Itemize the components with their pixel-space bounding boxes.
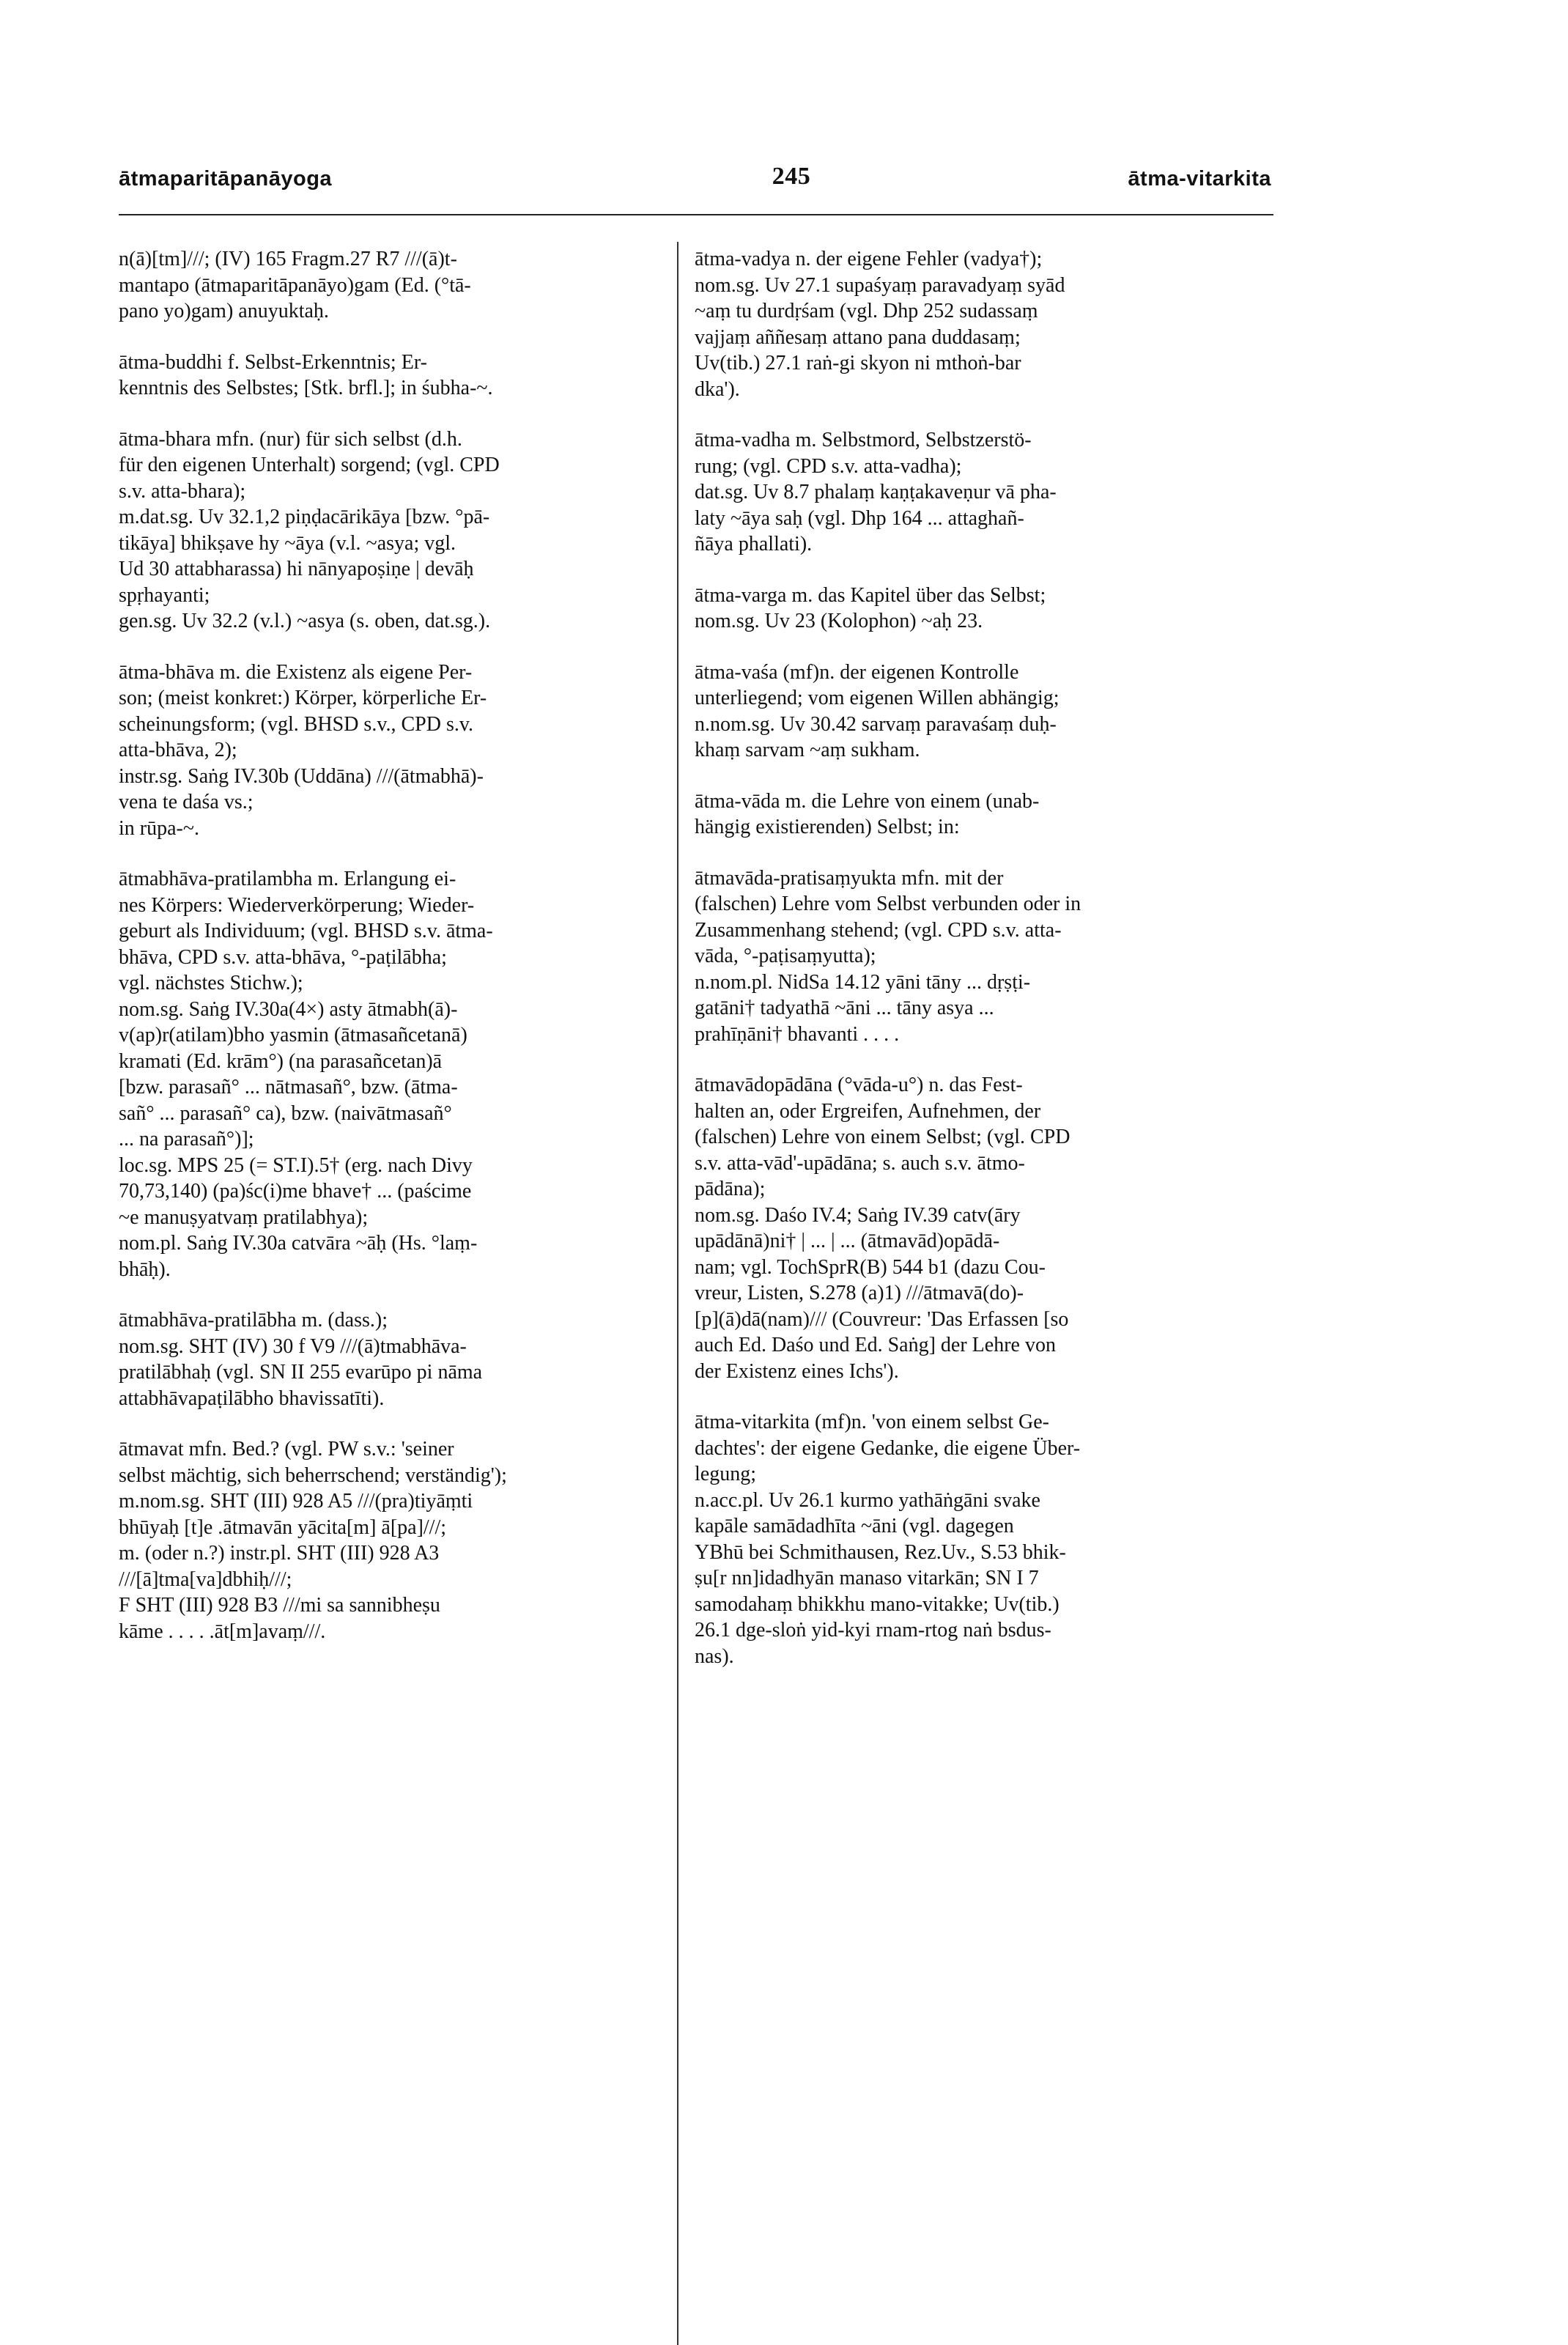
left-column	[119, 246, 646, 1669]
entry-line: ātma-buddhi f. Selbst-Erkenntnis; Er-	[119, 350, 427, 374]
entry-line: nom.sg. Daśo IV.4; Saṅg IV.39 catv(āry	[695, 1203, 1021, 1227]
entry-line: ātma-vadya n. der eigene Fehler (vadya†);	[695, 248, 1043, 270]
entry-line: hängig existierenden) Selbst; in:	[695, 816, 960, 838]
entry-line: gatāni† tadyathā ~āni ... tāny asya ...	[695, 997, 994, 1019]
entry-line: loc.sg. MPS 25 (= ST.I).5† (erg. nach Divy	[119, 1153, 473, 1177]
entry-line: ātma-bhara mfn. (nur) für sich selbst (d.h.	[119, 427, 462, 451]
entry-line: ātma-vāda m. die Lehre von einem (unab-	[695, 789, 1040, 813]
entry-line: halten an, oder Ergreifen, Aufnehmen, der	[695, 1099, 1041, 1123]
right-column	[695, 246, 1235, 1694]
entry-line: dat.sg. Uv 8.7 phalaṃ kaṇṭakaveṇur vā pha-	[695, 481, 1057, 503]
entry-line: n(ā)[tm]///; (IV) 165 Fragm.27 R7 ///(ā)t-	[119, 248, 457, 270]
entry-line: Uv(tib.) 27.1 raṅ-gi skyon ni mthoṅ-bar	[695, 352, 1021, 374]
entry-line: ~aṃ tu durdṛśam (vgl. Dhp 252 sudassaṃ	[695, 300, 1038, 322]
running-head-left: ātmaparitāpanāyoga	[119, 167, 333, 191]
entry-line: 26.1 dge-sloṅ yid-kyi rnam-rtog naṅ bsdus-	[695, 1619, 1051, 1642]
entry-line: bhāva, CPD s.v. atta-bhāva, °-paṭilābha;	[119, 945, 447, 969]
entry-line: spṛhayanti;	[119, 583, 210, 607]
entry-line: nom.sg. SHT (IV) 30 f V9 ///(ā)tmabhāva-	[119, 1334, 467, 1358]
entry-line: scheinungsform; (vgl. BHSD s.v., CPD s.v.	[119, 712, 474, 736]
dictionary-entry	[119, 1436, 646, 1644]
dictionary-entry	[695, 865, 1235, 1048]
entry-line: Ud 30 attabharassa) hi nānyapoṣiṇe | devāḥ	[119, 558, 474, 580]
entry-line: son; (meist konkret:) Körper, körperliche Er-	[119, 687, 487, 709]
entry-line: vena te daśa vs.;	[119, 791, 254, 813]
entry-line: m.nom.sg. SHT (III) 928 A5 ///(pra)tiyāṃti	[119, 1490, 473, 1513]
entry-line: 70,73,140) (pa)śc(i)me bhave† ... (paścime	[119, 1180, 472, 1203]
dictionary-entry	[119, 660, 646, 842]
entry-line: bhāḥ).	[119, 1258, 171, 1281]
entry-line: legung;	[695, 1463, 756, 1485]
entry-line: n.acc.pl. Uv 26.1 kurmo yathāṅgāni svake	[695, 1488, 1040, 1512]
dictionary-entry	[119, 1307, 646, 1411]
dictionary-entry	[695, 427, 1235, 558]
entry-line: bhūyaḥ [t]e .ātmavān yācita[m] ā[pa]///;	[119, 1515, 447, 1539]
entry-line: für den eigenen Unterhalt) sorgend; (vgl. CPD	[119, 454, 500, 476]
entry-line: pratilābhaḥ (vgl. SN II 255 evarūpo pi nāma	[119, 1361, 483, 1384]
entry-line: pano yo)gam) anuyuktaḥ.	[119, 300, 329, 322]
entry-line: [bzw. parasañ° ... nātmasañ°, bzw. (ātma-	[119, 1076, 458, 1098]
entry-line: YBhū bei Schmithausen, Rez.Uv., S.53 bhik-	[695, 1540, 1066, 1564]
entry-line: geburt als Individuum; (vgl. BHSD s.v. ātma-	[119, 920, 493, 942]
entry-line: (falschen) Lehre vom Selbst verbunden oder in	[695, 893, 1081, 915]
dictionary-entry	[695, 660, 1235, 764]
entry-line: m.dat.sg. Uv 32.1,2 piṇḍacārikāya [bzw. °pā-	[119, 506, 490, 528]
entry-line: m. (oder n.?) instr.pl. SHT (III) 928 A3	[119, 1542, 440, 1565]
dictionary-entry	[695, 246, 1235, 402]
dictionary-entry	[695, 789, 1235, 841]
header-rule	[119, 214, 1273, 215]
entry-line: ātma-varga m. das Kapitel über das Selbst;	[695, 583, 1046, 607]
entry-line: vreur, Listen, S.278 (a)1) ///ātmavā(do)-	[695, 1282, 1024, 1304]
entry-line: ātmabhāva-pratilābha m. (dass.);	[119, 1309, 388, 1332]
entry-line: n.nom.sg. Uv 30.42 sarvaṃ paravaśaṃ duḥ-	[695, 712, 1057, 736]
entry-line: mantapo (ātmaparitāpanāyo)gam (Ed. (°tā-	[119, 273, 471, 297]
entry-line: laty ~āya saḥ (vgl. Dhp 164 ... attaghañ-	[695, 506, 1024, 530]
entry-line: ///[ā]tma[va]dbhiḥ///;	[119, 1567, 292, 1591]
entry-line: n.nom.pl. NidSa 14.12 yāni tāny ... dṛṣṭi-	[695, 970, 1031, 994]
entry-line: dachtes': der eigene Gedanke, die eigene Über-	[695, 1436, 1081, 1460]
entry-line: pādāna);	[695, 1178, 766, 1200]
entry-line: nas).	[695, 1644, 734, 1668]
dictionary-entry	[119, 350, 646, 402]
entry-line: ātmavādopādāna (°vāda-u°) n. das Fest-	[695, 1074, 1023, 1096]
entry-line: ... na parasañ°)];	[119, 1128, 254, 1151]
entry-line: vāda, °-paṭisaṃyutta);	[695, 945, 876, 967]
entry-line: kapāle samādadhīta ~āni (vgl. dagegen	[695, 1515, 1014, 1537]
entry-line: v(ap)r(atilam)bho yasmin (ātmasañcetanā)	[119, 1024, 467, 1046]
entry-line: [p](ā)dā(nam)/// (Couvreur: 'Das Erfassen [so	[695, 1307, 1069, 1331]
dictionary-entry	[695, 583, 1235, 635]
entry-line: ñāya phallati).	[695, 533, 813, 555]
entry-line: rung; (vgl. CPD s.v. atta-vadha);	[695, 454, 962, 478]
entry-line: auch Ed. Daśo und Ed. Saṅg] der Lehre von	[695, 1334, 1056, 1356]
entry-line: attabhāvapaṭilābho bhavissatīti).	[119, 1386, 385, 1410]
entry-line: s.v. atta-vād'-upādāna; s. auch s.v. ātmo-	[695, 1151, 1025, 1175]
entry-line: samodahaṃ bhikkhu mano-vitakke; Uv(tib.)	[695, 1592, 1059, 1616]
entry-line: ātma-bhāva m. die Existenz als eigene Per-	[119, 660, 473, 684]
dictionary-entry	[119, 426, 646, 635]
entry-line: vgl. nächstes Stichw.);	[119, 972, 303, 994]
running-head-right: ātma-vitarkita	[1128, 167, 1271, 191]
entry-line: gen.sg. Uv 32.2 (v.l.) ~asya (s. oben, dat.sg.).	[119, 610, 491, 632]
entry-line: selbst mächtig, sich beherrschend; verständig');	[119, 1463, 507, 1487]
entry-line: in rūpa-~.	[119, 816, 200, 840]
entry-line: sañ° ... parasañ° ca), bzw. (naivātmasañ°	[119, 1101, 452, 1125]
entry-line: tikāya] bhikṣave hy ~āya (v.l. ~asya; vgl.	[119, 531, 456, 555]
entry-line: ātmavat mfn. Bed.? (vgl. PW s.v.: 'seiner	[119, 1438, 454, 1460]
page-number: 245	[772, 163, 811, 190]
entry-line: F SHT (III) 928 B3 ///mi sa sannibheṣu	[119, 1594, 440, 1617]
dictionary-entry	[695, 1072, 1235, 1384]
entry-line: kramati (Ed. krām°) (na parasañcetan)ā	[119, 1049, 443, 1073]
entry-line: (falschen) Lehre von einem Selbst; (vgl. CPD	[695, 1126, 1070, 1148]
entry-line: dka').	[695, 377, 740, 401]
entry-line: upādānā)ni† | ... | ... (ātmavād)opādā-	[695, 1230, 1000, 1252]
entry-line: kāme . . . . .āt[m]avaṃ///.	[119, 1620, 326, 1643]
entry-line: ṣu[r nn]idadhyān manaso vitarkān; SN I 7	[695, 1567, 1039, 1589]
dictionary-entry	[119, 246, 646, 325]
column-divider	[677, 242, 678, 2345]
entry-line: unterliegend; vom eigenen Willen abhängig;	[695, 687, 1059, 709]
entry-line: khaṃ sarvam ~aṃ sukham.	[695, 739, 920, 761]
entry-line: atta-bhāva, 2);	[119, 739, 237, 761]
entry-line: nam; vgl. TochSprR(B) 544 b1 (dazu Cou-	[695, 1255, 1046, 1279]
entry-line: kenntnis des Selbstes; [Stk. brfl.]; in śubha-~.	[119, 377, 493, 399]
entry-line: ātmavāda-pratisaṃyukta mfn. mit der	[695, 866, 1004, 890]
entry-line: nom.pl. Saṅg IV.30a catvāra ~āḥ (Hs. °laṃ-	[119, 1232, 478, 1255]
entry-line: nom.sg. Uv 27.1 supaśyaṃ paravadyaṃ syād	[695, 273, 1065, 297]
entry-line: nom.sg. Saṅg IV.30a(4×) asty ātmabh(ā)-	[119, 997, 458, 1021]
dictionary-entry	[119, 866, 646, 1282]
entry-line: s.v. atta-bhara);	[119, 479, 246, 503]
entry-line: ātmabhāva-pratilambha m. Erlangung ei-	[119, 868, 456, 890]
entry-line: nom.sg. Uv 23 (Kolophon) ~aḥ 23.	[695, 610, 983, 632]
entry-line: nes Körpers: Wiederverkörperung; Wieder-	[119, 893, 475, 917]
entry-line: ātma-vitarkita (mf)n. 'von einem selbst Ge-	[695, 1411, 1049, 1433]
entry-line: Zusammenhang stehend; (vgl. CPD s.v. atta-	[695, 918, 1062, 942]
entry-line: prahīṇāni† bhavanti . . . .	[695, 1022, 900, 1046]
dictionary-entry	[695, 1409, 1235, 1669]
entry-line: ~e manuṣyatvaṃ pratilabhya);	[119, 1205, 369, 1229]
entry-line: ātma-vaśa (mf)n. der eigenen Kontrolle	[695, 660, 1019, 684]
entry-line: instr.sg. Saṅg IV.30b (Uddāna) ///(ātmabhā)-	[119, 764, 484, 788]
entry-line: ātma-vadha m. Selbstmord, Selbstzerstö-	[695, 429, 1032, 451]
entry-line: vajjaṃ aññesaṃ attano pana duddasaṃ;	[695, 325, 1021, 349]
entry-line: der Existenz eines Ichs').	[695, 1359, 899, 1383]
